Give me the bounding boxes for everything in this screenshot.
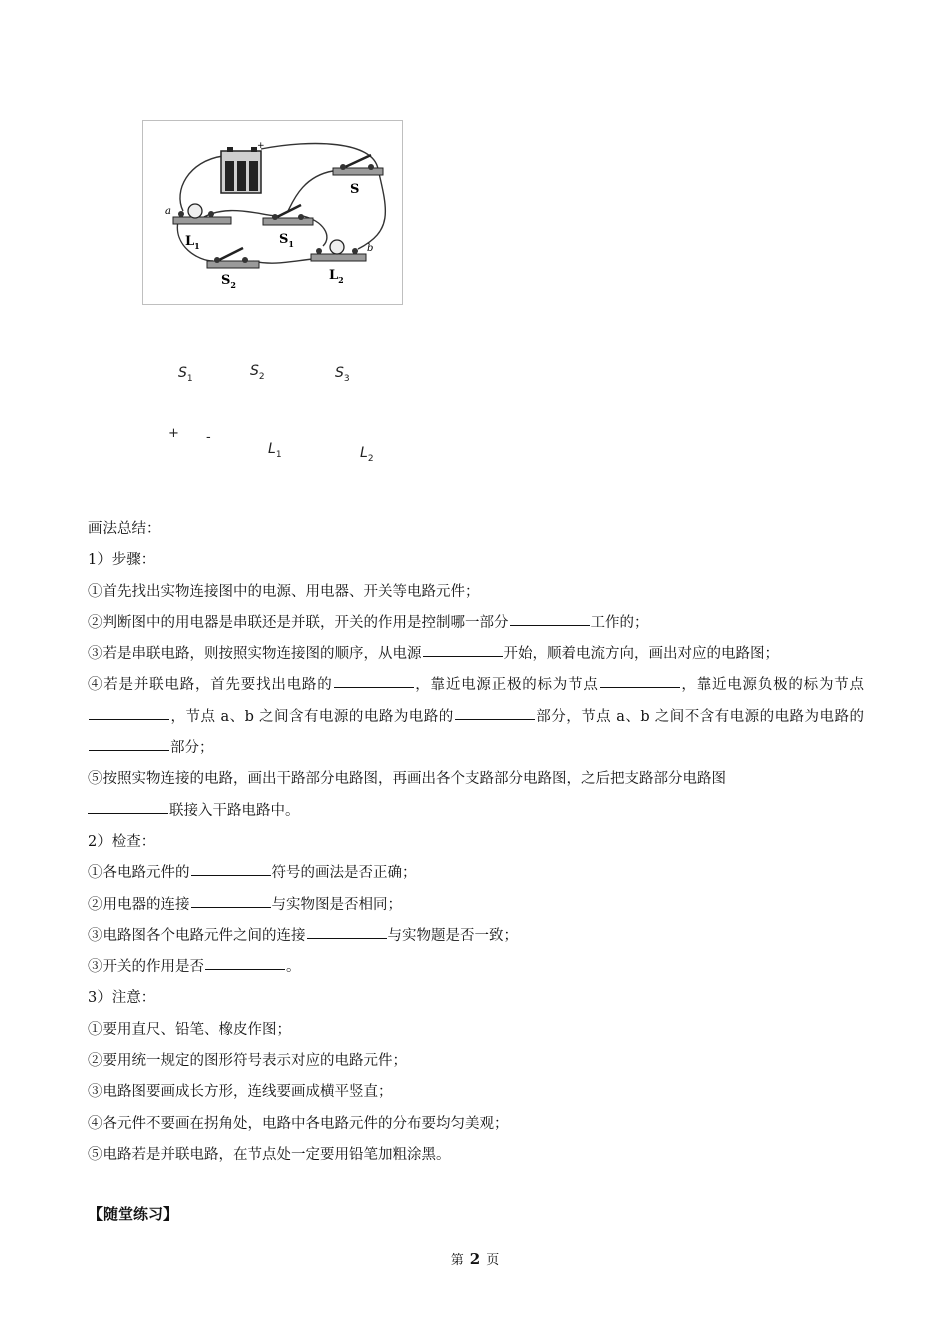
battery-icon	[221, 147, 261, 193]
note-heading: 3）注意：	[88, 990, 156, 1007]
answer-blank[interactable]	[205, 968, 285, 970]
note-5: ⑤电路若是并联电路，在节点处一定要用铅笔加粗涂黑。	[88, 1146, 451, 1163]
symbol-s1: $S_1$	[178, 365, 193, 384]
figure-label-b: b	[367, 243, 374, 254]
summary-section	[88, 514, 864, 1171]
answer-blank[interactable]	[89, 718, 169, 720]
symbol-s2: $S_2$	[250, 363, 265, 382]
answer-blank[interactable]	[423, 655, 503, 657]
circuit-drawing	[143, 121, 402, 304]
switch-s2-icon	[207, 248, 259, 268]
note-4: ④各元件不要画在拐角处，电路中各电路元件的分布要均匀美观；	[88, 1115, 509, 1132]
switch-s-icon	[333, 155, 383, 175]
note-1: ①要用直尺、铅笔、橡皮作图；	[88, 1021, 291, 1038]
steps-heading: 1）步骤：	[88, 552, 156, 569]
answer-blank[interactable]	[89, 749, 169, 751]
symbol-s3: $S_3$	[335, 365, 350, 384]
answer-blank[interactable]	[191, 874, 271, 876]
page-number: 2	[469, 1250, 481, 1268]
note-3: ③电路图要画成长方形，连线要画成横平竖直；	[88, 1084, 393, 1101]
check-heading: 2）检查：	[88, 833, 156, 850]
answer-blank[interactable]	[307, 937, 387, 939]
answer-blank[interactable]	[334, 686, 414, 688]
note-2: ②要用统一规定的图形符号表示对应的电路元件；	[88, 1053, 407, 1070]
step-1: ①首先找出实物连接图中的电源、用电器、开关等电路元件；	[88, 583, 480, 600]
battery-plus-label: +	[257, 141, 265, 151]
circuit-figure	[142, 120, 403, 305]
check-2: ②用电器的连接 与实物图是否相同；	[88, 896, 402, 913]
check-3: ③电路图各个电路元件之间的连接 与实物题是否一致；	[88, 927, 518, 944]
answer-blank[interactable]	[510, 624, 590, 626]
answer-blank[interactable]	[191, 906, 271, 908]
step-5: ⑤按照实物连接的电路，画出干路部分电路图，再画出各个支路部分电路图，之后把支路部分电路图 联接入干路电路中。	[88, 771, 726, 819]
step-4: ④若是并联电路，首先要找出电路的 ，靠近电源正极的标为节点 ，靠近电源负极的标为节点，节点 a、b 之间含有电源的电路为电路的 部分，节点 a、b 之间不含有电源的电路为电路的部分；	[88, 677, 865, 757]
step-2: ②判断图中的用电器是串联还是并联，开关的作用是控制哪一部分 工作的；	[88, 614, 649, 631]
figure-label-s: S	[350, 182, 360, 197]
answer-blank[interactable]	[455, 718, 535, 720]
figure-label-l1: $L_1$	[185, 234, 200, 251]
step-3: ③若是串联电路，则按照实物连接图的顺序，从电源 开始，顺着电流方向，画出对应的电路图；	[88, 646, 779, 663]
figure-label-l2: $L_2$	[329, 268, 344, 285]
figure-label-a: a	[165, 206, 171, 217]
symbol-l1: $L_1$	[268, 441, 282, 460]
answer-blank[interactable]	[600, 686, 680, 688]
page-footer: 第 2 页	[450, 1250, 500, 1268]
check-1: ①各电路元件的 符号的画法是否正确；	[88, 865, 417, 882]
practice-heading: 【随堂练习】	[88, 1205, 179, 1223]
figure-label-s2: $S_2$	[221, 273, 236, 290]
summary-title: 画法总结：	[88, 521, 161, 537]
lamp-l2-icon	[311, 240, 366, 261]
symbol-minus: -	[206, 430, 211, 445]
answer-blank[interactable]	[88, 812, 168, 814]
symbol-l2: $L_2$	[360, 445, 374, 464]
check-4: ③开关的作用是否 。	[88, 959, 301, 976]
symbol-plus: +	[168, 426, 179, 441]
figure-label-s1: $S_1$	[279, 232, 294, 249]
